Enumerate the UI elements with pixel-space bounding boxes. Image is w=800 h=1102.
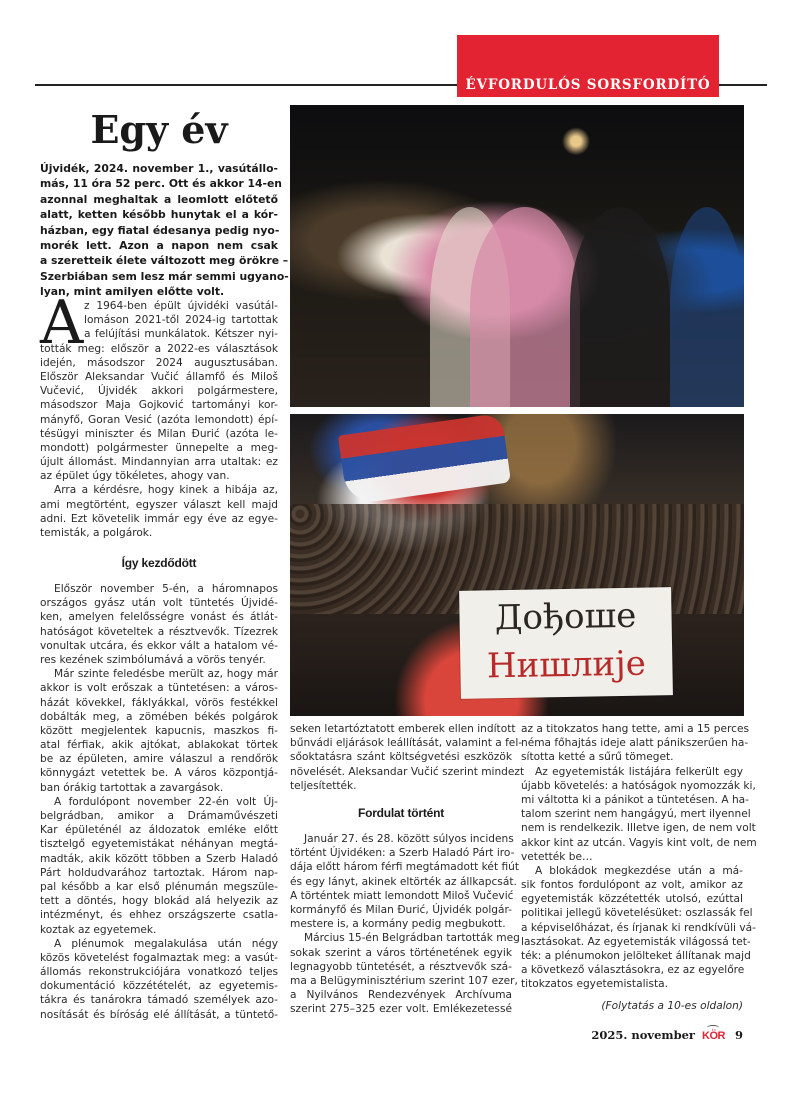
- lead-line: morék lett. Azon a napon nem csak: [40, 238, 278, 252]
- column-1-body: [40, 582, 278, 1022]
- photo-figure: [570, 207, 670, 407]
- column-2-top: [290, 722, 525, 793]
- text-line: ték: a plénumokon jelölteket állítanak majd: [521, 950, 751, 962]
- text-line: z 1964-ben épült újvidéki vasútál-: [84, 300, 278, 312]
- text-line: a felújítási munkálatok. Kétszer nyi-: [84, 328, 278, 341]
- text-line: teljesítették.: [290, 779, 357, 792]
- text-line: ken, amelyen felelősségre vonást és átlát-: [40, 611, 278, 624]
- subheading-fordulat-tortent: Fordulat történt: [357, 806, 445, 820]
- lead-line: Újvidék, 2024. november 1., vasútállo-: [40, 162, 278, 175]
- section-banner: [457, 35, 719, 97]
- column-2-body: [290, 832, 520, 1016]
- text-line: mestere is, a kormány pedig megbukott.: [290, 918, 506, 931]
- text-line: titokzatos egyetemistalista.: [521, 978, 668, 991]
- text-line: Január 27. és 28. között súlyos incidens: [304, 833, 514, 845]
- text-line: temisták, a polgárok.: [40, 527, 153, 539]
- text-line: vetették be…: [521, 850, 593, 863]
- text-line: egyetemisták közzétették utolsó, ezúttal: [521, 893, 743, 906]
- text-line: között megjelentek kapucnis, maszkos fi-: [40, 724, 278, 737]
- text-line: tett a döntés, hogy blokád alá helyezik az: [40, 895, 278, 908]
- lead-line: házban, egy fiatal édesanya pedig nyo-: [40, 223, 280, 237]
- text-line: tották meg: először a 2022-es választások: [40, 342, 278, 355]
- text-line: A történtek miatt lemondott Miloš Vučević: [290, 889, 514, 902]
- text-line: Arra a kérdésre, hogy kinek a hibája az,: [54, 484, 278, 497]
- text-line: szerint 275–325 ezer volt. Emlékezetessé: [290, 1003, 512, 1016]
- text-line: nem is rendelkezik. Illetve igen, de nem volt: [521, 822, 756, 835]
- text-line: akkor is volt erőszak a tüntetésen: a város-: [40, 682, 278, 695]
- text-line: ma a Belügyminisztérium szerint 107 ezer,: [290, 974, 518, 987]
- text-line: ban órákig tartottak a zavargások.: [40, 781, 224, 794]
- text-line: a képviselőházat, és írjanak ki rendkívüli vá-: [521, 921, 756, 934]
- article-lead: [40, 161, 289, 300]
- text-line: politikai jellegű követelésüket: oszlassák fel: [521, 907, 753, 920]
- text-line: könnygázt vetettek be. A város központjá-: [40, 767, 278, 780]
- text-line: Először Aleksandar Vučić államfő és Miloš: [40, 370, 278, 383]
- text-line: néma főhajtás ideje alatt pánikszerűen ha-: [521, 737, 749, 750]
- text-line: dája előtt három férfi megtámadott két fiút: [290, 861, 520, 874]
- text-line: Először november 5-én, a háromnapos: [54, 583, 278, 595]
- text-line: mányfő, Goran Vesić (azóta lemondott) épí-: [40, 413, 278, 426]
- text-line: sőoktatásra szánt költségvetési eszközök: [290, 751, 512, 764]
- text-line: az a titokzatos hang tette, ami a 15 perces: [521, 723, 750, 735]
- photo-figure: [470, 207, 580, 407]
- protest-banner: [459, 587, 673, 699]
- text-line: újult állomást. Mindannyian arra utaltak: ez: [40, 456, 278, 469]
- text-line: az épület úgy tökéletes, ahogy van.: [40, 470, 230, 483]
- text-line: Kar épületénél az áldozatok emléke előtt: [40, 824, 278, 837]
- text-line: országos gyász után volt tüntetés Újvidé-: [40, 597, 278, 610]
- issue-date: 2025. november: [591, 1028, 695, 1042]
- text-line: sik fontos fordulópont az volt, amikor az: [521, 879, 743, 892]
- text-line: újabb követelés: a hatóságok nyomozzák ki,: [521, 779, 756, 792]
- text-line: tésügyi miniszter és Milan Đurić (azóta le-: [40, 427, 278, 440]
- text-line: Vučević, Újvidék akkori polgármestere,: [40, 385, 278, 398]
- text-line: kormányfő és Milan Đurić, Újvidék polgár-: [290, 903, 512, 916]
- text-line: mi váltotta ki a pánikot a tüntetésen. A ha-: [521, 793, 749, 806]
- text-line: koztak az egyetemek.: [40, 923, 157, 936]
- photo-students-protesters-whistles: [290, 105, 744, 407]
- lead-line: lyan, mint amilyen előtte volt.: [40, 285, 225, 299]
- text-line: a következő választásokra, ez az egyelőre: [521, 964, 745, 977]
- text-line: ami megtörtént, egyszer választ kell majd: [40, 498, 278, 511]
- text-line: nosítását és bíróság elé állítását, a tüntető-: [40, 1008, 278, 1021]
- text-line: állomás rekonstrukciójára vonatkozó teljes: [40, 966, 278, 979]
- continuation-note: (Folytatás a 10-es oldalon): [601, 1000, 743, 1012]
- text-line: és egy lányt, akinek eltörték az állkapcsát.: [290, 875, 517, 888]
- text-line: atal férfiak, akik ajtókat, ablakokat törtek: [40, 739, 278, 752]
- lead-line: más, 11 óra 52 perc. Ott és akkor 14-en: [40, 177, 282, 191]
- text-line: sokak szerint a város történetének egyik: [290, 946, 512, 959]
- text-line: res kezének szimbólumává a vörös tenyér.: [40, 653, 266, 666]
- text-line: hatóságot követeltek a résztvevők. Tízezrek: [40, 625, 278, 638]
- page-number: 9: [734, 1028, 743, 1042]
- text-line: Az egyetemisták listájára felkerült egy: [535, 765, 743, 778]
- subheading-igy-kezdodott: Így kezdődött: [121, 556, 197, 570]
- text-line: intézményt, és ehhez országszerte csatla-: [40, 909, 278, 922]
- text-line: legnagyobb tüntetését, a résztvevők szá-: [290, 960, 512, 973]
- section-banner-label: ÉVFORDULÓS SORSFORDÍTÓ: [465, 77, 711, 93]
- protest-banner-line1: Дођоше: [494, 595, 637, 639]
- text-line: A plénumok megalakulása után négy: [54, 937, 278, 950]
- lead-line: azonnal meghaltak a leomlott előtető: [40, 192, 278, 206]
- photo-crowd-march-banner: [290, 414, 744, 716]
- page-footer: [560, 1028, 743, 1042]
- photo-figure: [670, 207, 744, 407]
- text-line: lasztásokat. Az egyetemisták világossá tet-: [521, 935, 751, 948]
- text-line: közös követelést fogalmaztak meg: a vasút-: [40, 951, 278, 964]
- text-line: tisztelgő egyetemistákat néhányan megtá-: [40, 838, 278, 851]
- text-line: dokumentáció közzétételét, az egyetemis-: [40, 980, 278, 993]
- text-line: A blokádok megkezdése után a má-: [535, 864, 743, 877]
- article-headline: Egy év: [90, 107, 228, 152]
- text-line: tákra és tanárokra támadó személyek azo-: [40, 994, 278, 1007]
- text-line: akkor kint az utcán. Vagyis kint volt, de nem: [521, 836, 757, 849]
- text-line: házát kövekkel, fáklyákkal, vörös festékkel: [40, 696, 278, 709]
- text-line: idején, másodszor 2024 augusztusában.: [40, 356, 278, 369]
- text-line: lomáson 2021-től 2024-ig tartottak: [84, 314, 278, 327]
- text-line: be az épületen, amire válaszul a rendőrök: [40, 753, 278, 766]
- text-line: a Nyilvános Rendezvények Archívuma: [290, 989, 512, 1002]
- text-line: Párt holdudvarához tartoztak. Három nap-: [40, 866, 278, 879]
- text-line: bűnvádi eljárások leállítását, valamint a fel-: [290, 737, 523, 750]
- text-line: Már szinte feledésbe merült az, hogy már: [54, 668, 278, 681]
- serbian-flag: [338, 414, 511, 505]
- lead-line: alatt, ketten később hunytak el a kór-: [40, 208, 278, 222]
- text-line: Március 15-én Belgrádban tartották meg: [304, 932, 520, 945]
- protest-banner-line2: Нишлије: [486, 643, 647, 687]
- lead-line: a szeretteik élete változott meg örökre –: [40, 254, 289, 268]
- text-line: másodszor Maja Gojković tartományi kor-: [40, 399, 278, 412]
- text-line: növelését. Aleksandar Vučić szerint mindezt: [290, 765, 525, 778]
- magazine-logo: KÖR: [702, 1030, 725, 1042]
- text-line: belgrádban, amikor a Drámaművészeti: [40, 810, 278, 822]
- text-line: adni. Ezt követelik immár egy éve az egye-: [40, 512, 278, 525]
- text-line: madták, akik között többen a Szerb Haladó: [40, 852, 278, 865]
- text-line: dobálták meg, a zömében békés polgárok: [40, 710, 278, 723]
- text-line: A fordulópont november 22-én volt Új-: [54, 795, 278, 808]
- text-line: pal később a kar első plénumán megszüle-: [40, 880, 278, 893]
- text-line: seken letartóztatott emberek ellen indított: [290, 723, 516, 735]
- text-line: történt Újvidéken: a Szerb Haladó Párt iro-: [290, 847, 515, 860]
- drop-cap: A: [40, 288, 84, 358]
- text-line: vonultak utcára, és ekkor vált a hatalom vé-: [40, 639, 278, 652]
- text-line: mondott) polgármester ünnepelte a meg-: [40, 441, 278, 454]
- lead-line: Szerbiában sem lesz már semmi ugyano-: [40, 269, 289, 283]
- column-3-body: [521, 722, 757, 992]
- text-line: sította ketté a sűrű tömeget.: [521, 751, 674, 764]
- text-line: talom szerint nem hangágyú, mert ilyennel: [521, 808, 751, 821]
